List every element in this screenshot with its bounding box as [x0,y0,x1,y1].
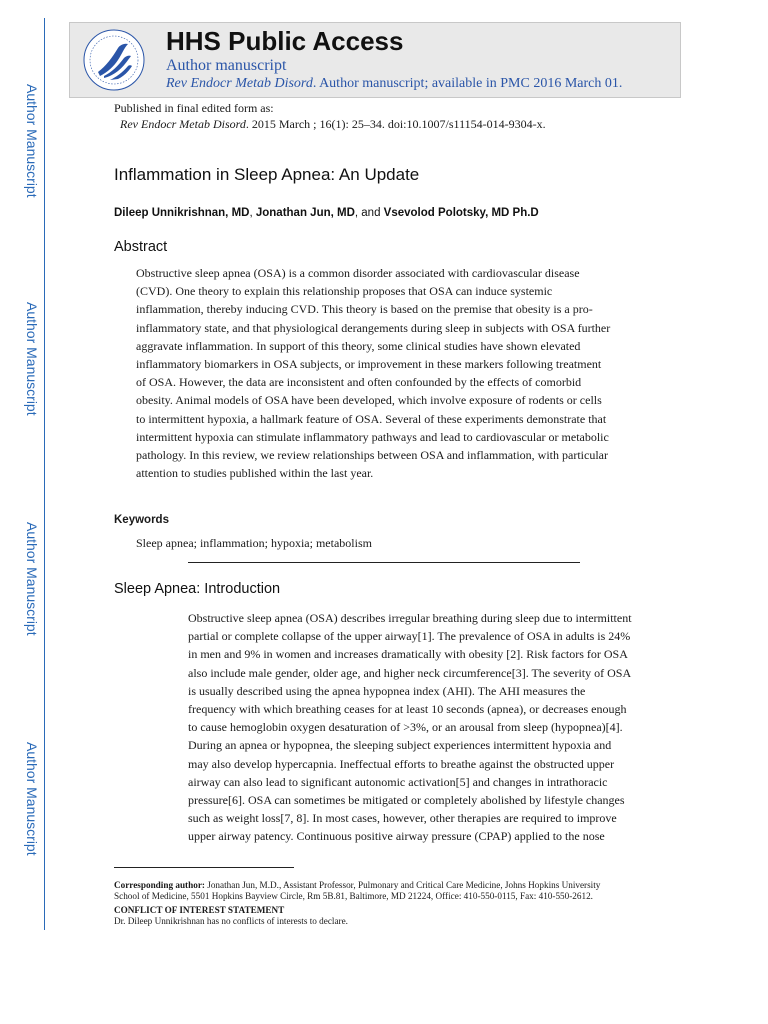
intro-line: to cause hemoglobin oxygen desaturation of >3%, or an arousal from sleep (hypopnea)[4]. [188,720,623,735]
published-journal: Rev Endocr Metab Disord [120,117,246,131]
intro-line: may also develop hypercapnia. Ineffectual efforts to breathe against the obstructed upper [188,756,615,771]
header-citation [166,76,622,92]
intro-line: such as weight loss[7, 8]. In most cases, however, other therapies are required to improve [188,811,617,826]
intro-line: also include male gender, older age, and higher neck circumference[3]. The severity of OSA [188,665,632,680]
corresponding-line: School of Medicine, 5501 Hopkins Bayview Circle, Rm 5B.81, Baltimore, MD 21224, Office: 410-550-0115, Fax: 410-550-2612. [114,891,593,902]
abstract-line: inflammation, thereby inducing CVD. This theory is based on the premise that obesity is a pro- [136,302,593,317]
abstract-heading: Abstract [114,239,168,255]
keywords-heading: Keywords [114,514,169,526]
header-title: HHS Public Access [166,26,404,56]
published-notice [114,100,546,132]
conflict-heading: CONFLICT OF INTEREST STATEMENT [114,904,285,915]
abstract-line: obesity. Animal models of OSA have been developed, which involve exposure of rodents or cells [136,393,602,408]
abstract-line: attention to studies published within the last year. [136,466,374,481]
intro-line: During an apnea or hypopnea, the sleeping subject experiences intermittent hypoxia and [188,738,612,753]
corresponding-label: Corresponding author: [114,880,205,890]
hhs-header [69,22,681,98]
published-details: . 2015 March ; 16(1): 25–34. doi:10.1007/s11154-014-9304-x. [245,117,546,131]
abstract-line: Obstructive sleep apnea (OSA) is a common disorder associated with cardiovascular disease [136,266,580,280]
article-title: Inflammation in Sleep Apnea: An Update [114,165,420,184]
abstract-line: inflammatory biomarkers in OSA subjects, or improvement in these markers following treatment [136,357,602,372]
abstract-line: intermittent hypoxia can stimulate inflammatory pathways and lead to cardiovascular or metabolic [136,429,609,444]
author-name: Jonathan Jun, MD [255,207,355,219]
intro-line: airway can also lead to significant autonomic activation[5] and changes in intrathoracic [188,774,608,789]
intro-line: pressure[6]. OSA can sometimes be mitigated or completely abolished by lifestyle changes [188,793,625,808]
intro-line: upper airway patency. Continuous positive airway pressure (CPAP) applied to the nose [188,829,605,844]
conflict-text: Dr. Dileep Unnikrishnan has no conflicts of interests to declare. [114,915,348,926]
abstract-line: inflammatory state, and that physiological derangements during sleep in subjects with OSA further [136,320,611,335]
abstract-line: of OSA. However, the data are inconsistent and often confounded by the effects of comorbid [136,375,582,390]
sidebar-rule [44,18,45,930]
intro-line: Obstructive sleep apnea (OSA) describes irregular breathing during sleep due to intermittent [188,611,632,625]
footnote-divider [114,867,294,868]
abstract-body [136,264,636,482]
corresponding-line: Jonathan Jun, M.D., Assistant Professor, Pulmonary and Critical Care Medicine, Johns Hopkins University [204,880,601,890]
corresponding-author [114,880,654,903]
citation-rest: . Author manuscript; available in PMC 2016 March 01. [312,76,623,91]
author-separator: , [249,207,256,219]
intro-line: is usually described using the apnea hypopnea index (AHI). The AHI measures the [188,683,586,698]
abstract-line: to intermittent hypoxia, a hallmark feature of OSA. Several of these experiments demonstrate that [136,411,607,426]
abstract-line: aggravate inflammation. In support of this theory, some clinical studies have shown elevated [136,338,581,353]
published-label: Published in final edited form as: [114,101,274,115]
header-subtitle: Author manuscript [166,57,287,74]
abstract-line: (CVD). One theory to explain this relationship proposes that OSA can induce systemic [136,284,553,299]
intro-line: partial or complete collapse of the upper airway[1]. The prevalence of OSA in adults is 24% [188,629,631,644]
introduction-body [188,609,658,846]
author-name: Vsevolod Polotsky, MD Ph.D [383,207,539,219]
citation-journal: Rev Endocr Metab Disord [166,76,313,91]
published-citation [114,116,546,132]
intro-line: frequency with which breathing ceases for at least 10 seconds (apnea), or decreases enough [188,702,627,717]
section-divider [188,562,580,563]
author-list [114,207,539,219]
intro-line: in men and 9% in women and increases dramatically with obesity [2]. Risk factors for OSA [188,647,628,662]
hhs-eagle-logo-icon [82,28,146,92]
keywords-list: Sleep apnea; inflammation; hypoxia; metabolism [136,536,372,550]
author-separator: , and [354,207,384,219]
abstract-line: pathology. In this review, we review relationships between OSA and inflammation, with particular [136,448,608,463]
author-name: Dileep Unnikrishnan, MD [114,207,250,219]
footnote [114,880,654,927]
introduction-heading: Sleep Apnea: Introduction [114,581,281,597]
